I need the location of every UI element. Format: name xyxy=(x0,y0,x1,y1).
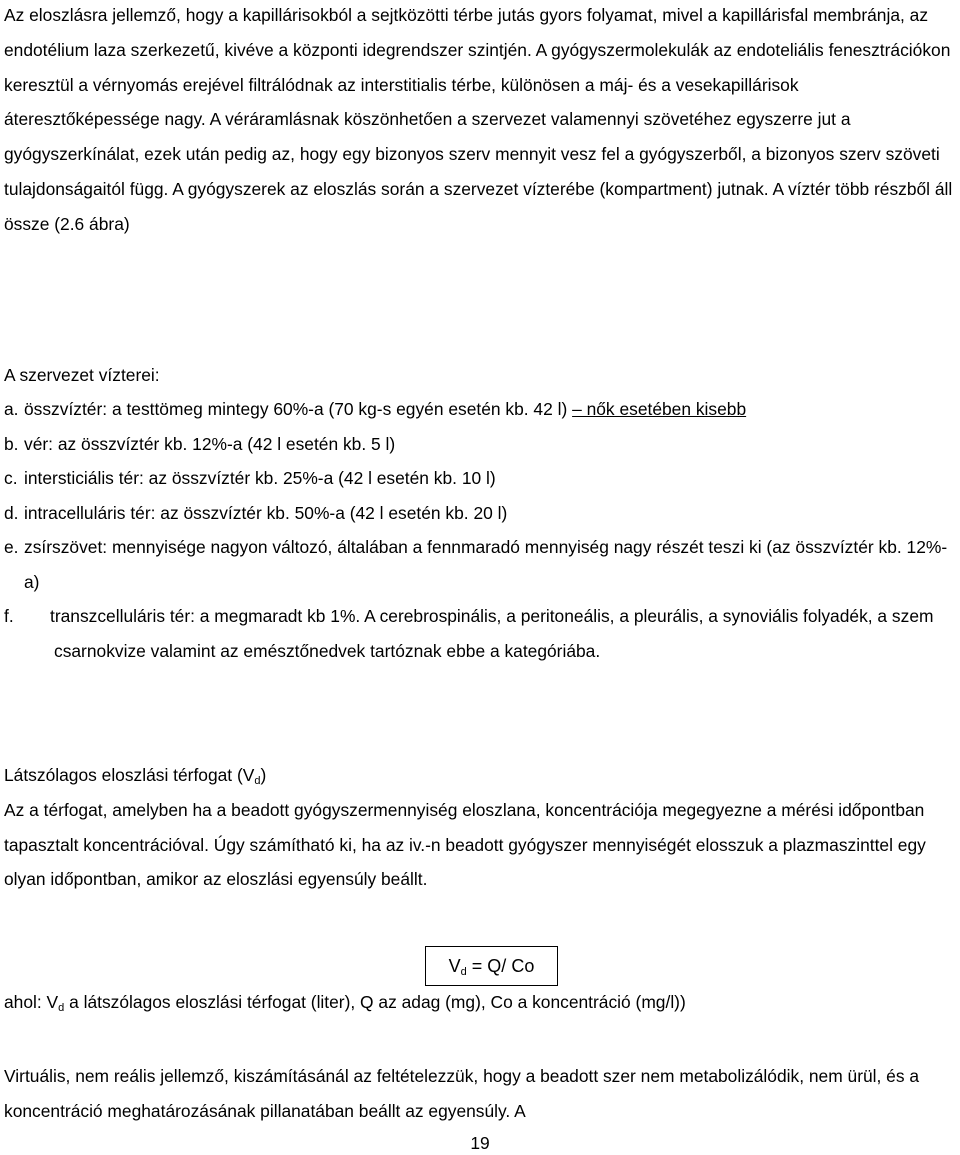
list-item: d. intracelluláris tér: az összvíztér kb. 50%-a (42 l esetén kb. 20 l) xyxy=(4,496,956,531)
water-spaces-list xyxy=(4,392,956,668)
list-item-text: vér: az összvíztér kb. 12%-a (42 l esetén kb. 5 l) xyxy=(24,433,396,454)
page-number: 19 xyxy=(470,1133,490,1153)
list-item-underlined-text: – nők esetében kisebb xyxy=(572,399,747,419)
list-item: a. összvíztér: a testtömeg mintegy 60%-a (70 kg-s egyén esetén kb. 42 l) – nők esetében kisebb xyxy=(4,399,747,419)
list-item-text: intersticiális tér: az összvíztér kb. 25%-a (42 l esetén kb. 10 l) xyxy=(24,468,496,488)
list-item-text: intracelluláris tér: az összvíztér kb. 50%-a (42 l esetén kb. 20 l) xyxy=(24,502,508,523)
volume-heading: Látszólagos eloszlási térfogat $(V_d)$ xyxy=(4,765,267,787)
list-item: f. transzcelluláris tér: a megmaradt kb 1%. A cerebrospinális, a peritoneális, a pleurális, a synoviális folyadék, a szem csarnokvize valamint az emésztőnedvek tartóznak ebbe a kategóriába. xyxy=(4,599,956,668)
list-item: b. vér: az összvíztér kb. 12%-a (42 l esetén kb. 5 l) xyxy=(4,427,956,462)
formula-explanation: ahol: $V_d$ a látszólagos eloszlási térfogat (liter), Q az adag (mg), Co a koncentráció (mg/l)) xyxy=(4,992,686,1014)
formula-box: $V_d = Q/$ Co xyxy=(425,946,558,986)
volume-definition: Az a térfogat, amelyben ha a beadott gyógyszermennyiség eloszlana, koncentrációja megegyezne a mérési időpontban tapasztalt koncentrációval. Úgy számítható ki, ha az iv.-n beadott gyógyszer mennyiségét elosszuk a plazmaszinttel egy olyan időpontban, amikor az eloszlási egyensúly beállt. xyxy=(4,799,926,890)
intro-paragraph: Az eloszlásra jellemző, hogy a kapillárisokból a sejtközötti térbe jutás gyors folyamat, mivel a kapillárisfal membránja, az endotélium laza szerkezetű, kivéve a központi idegrendszer szintjén. A gyógyszermolekulák az endoteliális fenesztrációkon keresztül a vérnyomás erejével filtrálódnak az interstitialis térbe, különösen a máj- és a vesekapillárisok áteresztőképessége nagy. A véráramlásnak köszönhetően a szervezet valamennyi szövetéhez egyszerre jut a gyógyszerkínálat, ezek után pedig az, hogy egy bizonyos szerv mennyit vesz fel a gyógyszerből, a bizonyos szerv szöveti tulajdonságaitól függ. A gyógyszerek az eloszlás során a szervezet vízterébe (kompartment) jutnak. A víztér több részből áll össze (2.6 ábra) xyxy=(4,5,953,234)
virtual-paragraph: Virtuális, nem reális jellemző, kiszámításánál az feltételezzük, hogy a beadott szer nem metabolizálódik, nem ürül, és a koncentráció meghatározásának pillanatában beállt az egyensúly. A xyxy=(4,1066,920,1121)
volume-section xyxy=(4,758,956,897)
water-spaces-heading: A szervezet vízterei: xyxy=(4,365,160,385)
list-item: e. zsírszövet: mennyisége nagyon változó, általában a fennmaradó mennyiség nagy részét teszi ki (az összvíztér kb. 12%-a) xyxy=(4,530,956,599)
list-item: c. intersticiális tér: az összvíztér kb. 25%-a (42 l esetén kb. 10 l) xyxy=(4,461,956,496)
list-item-text: transzcelluláris tér: a megmaradt kb 1%. A cerebrospinális, a peritoneális, a pleurális, a synoviális folyadék, a szem csarnokvize valamint az emésztőnedvek tartóznak ebbe a kategóriába. xyxy=(50,606,934,661)
list-item-text: zsírszövet: mennyisége nagyon változó, általában a fennmaradó mennyiség nagy részét teszi ki (az összvíztér kb. 12%-a) xyxy=(24,537,948,592)
list-item-text: összvíztér: a testtömeg mintegy 60%-a (70 kg-s egyén esetén kb. 42 l) xyxy=(24,399,573,419)
